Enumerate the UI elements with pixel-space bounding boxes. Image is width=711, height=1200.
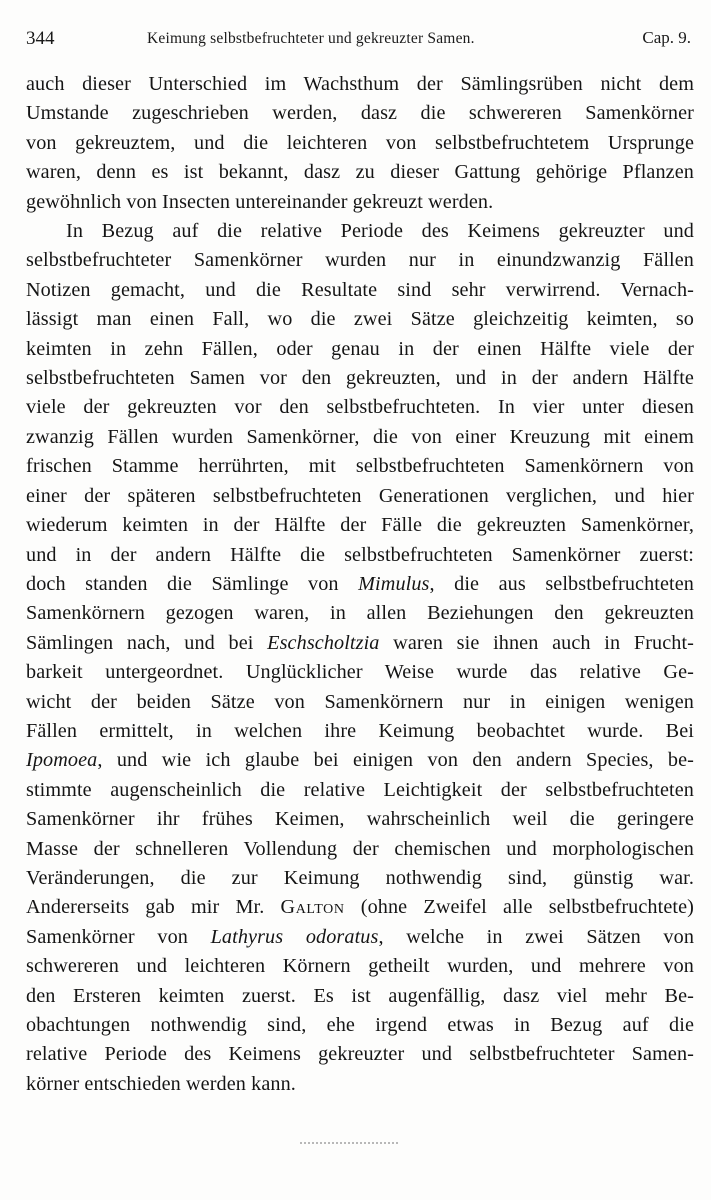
- text-line: und in der andern Hälfte die selbstbefruchteten Samenkörner zuerst:: [26, 543, 694, 566]
- text-line: [26, 570, 694, 599]
- text-run: doch standen die Sämlinge von: [26, 572, 359, 595]
- paragraph-2: [26, 217, 694, 1099]
- person-name: Galton: [280, 896, 345, 919]
- taxon-name: Lathyrus odoratus: [210, 925, 379, 948]
- text-line: wicht der beiden Sätze von Samenkörnern nur in einigen wenigen: [26, 690, 694, 713]
- text-run: , welche in zwei Sätzen von: [378, 925, 695, 948]
- text-line: Notizen gemacht, und die Resultate sind sehr verwirrend. Vernach-: [26, 278, 694, 301]
- text-run: waren sie ihnen auch in Frucht-: [379, 631, 694, 654]
- text-run: , und wie ich glaube bei einigen von den andern Species, be-: [97, 749, 694, 772]
- text-line: Samenkörnern gezogen waren, in allen Beziehungen den gekreuzten: [26, 602, 694, 625]
- text-line: relative Periode des Keimens gekreuzter und selbstbefruchteter Samen-: [26, 1043, 694, 1066]
- text-run: (ohne Zweifel alle selbstbefruchtete): [344, 896, 694, 919]
- text-line: gewöhnlich von Insecten untereinander gekreuzt werden.: [26, 190, 494, 213]
- text-line: Veränderungen, die zur Keimung nothwendig sind, günstig war.: [26, 866, 694, 889]
- text-line: [26, 746, 694, 775]
- text-line: [26, 923, 694, 952]
- text-line: wiederum keimten in der Hälfte der Fälle die gekreuzten Samenkörner,: [26, 514, 694, 537]
- text-line: viele der gekreuzten vor den selbstbefruchteten. In vier unter diesen: [26, 396, 694, 419]
- text-line: zwanzig Fällen wurden Samenkörner, die von einer Kreuzung mit einem: [26, 425, 694, 448]
- text-line: Masse der schnelleren Vollendung der chemischen und morphologischen: [26, 837, 694, 860]
- text-line: [26, 893, 694, 922]
- text-line: In Bezug auf die relative Periode des Keimens gekreuzter und: [66, 220, 694, 243]
- text-line: waren, denn es ist bekannt, dasz zu dieser Gattung gehörige Pflanzen: [26, 161, 694, 184]
- text-line: frischen Stamme herrührten, mit selbstbefruchteten Samenkörnern von: [26, 455, 694, 478]
- text-line: den Ersteren keimten zuerst. Es ist augenfällig, dasz viel mehr Be-: [26, 984, 694, 1007]
- text-line: Samenkörner ihr frühes Keimen, wahrscheinlich weil die geringere: [26, 808, 694, 831]
- text-line: selbstbefruchteten Samen vor den gekreuzten, und in der andern Hälfte: [26, 367, 694, 390]
- paragraph-1: [26, 70, 694, 217]
- text-line: einer der späteren selbstbefruchteten Generationen verglichen, und hier: [26, 484, 694, 507]
- taxon-name: Mimulus: [358, 572, 430, 595]
- text-line: [26, 629, 694, 658]
- running-header: [26, 28, 691, 52]
- text-run: Andererseits gab mir Mr.: [26, 896, 281, 919]
- chapter-label: Cap. 9.: [642, 28, 691, 47]
- text-line: Umstande zugeschrieben werden, dasz die schwereren Samenkörner: [26, 102, 694, 125]
- taxon-name: Eschscholtzia: [267, 631, 380, 654]
- text-line: von gekreuztem, und die leichteren von selbstbefruchtetem Ursprunge: [26, 131, 694, 154]
- text-line: Fällen ermittelt, in welchen ihre Keimung beobachtet wurde. Bei: [26, 719, 694, 742]
- text-line: schwereren und leichteren Körnern getheilt wurden, und mehrere von: [26, 955, 694, 978]
- taxon-name: Ipomoea: [26, 749, 98, 772]
- text-line: stimmte augenscheinlich die relative Leichtigkeit der selbstbefruchteten: [26, 778, 694, 801]
- text-line: lässigt man einen Fall, wo die zwei Sätze gleichzeitig keimten, so: [26, 308, 694, 331]
- running-title: Keimung selbstbefruchteter und gekreuzter Samen.: [147, 30, 475, 47]
- text-line: obachtungen nothwendig sind, ehe irgend etwas in Bezug auf die: [26, 1014, 694, 1036]
- text-run: , die aus selbstbefruchteten: [429, 572, 694, 595]
- body-text: [26, 70, 694, 1099]
- text-line: selbstbefruchteter Samenkörner wurden nur in einundzwanzig Fällen: [26, 249, 694, 272]
- text-run: Samenkörner von: [26, 925, 211, 948]
- text-line: auch dieser Unterschied im Wachsthum der Sämlingsrüben nicht dem: [26, 73, 694, 95]
- text-line: körner entschieden werden kann.: [26, 1072, 296, 1095]
- text-run: Sämlingen nach, und bei: [26, 631, 268, 654]
- text-line: barkeit untergeordnet. Unglücklicher Weise wurde das relative Ge-: [26, 661, 694, 684]
- page-number: 344: [26, 28, 55, 49]
- footer-rule: [300, 1142, 398, 1144]
- text-line: keimten in zehn Fällen, oder genau in der einen Hälfte viele der: [26, 337, 694, 360]
